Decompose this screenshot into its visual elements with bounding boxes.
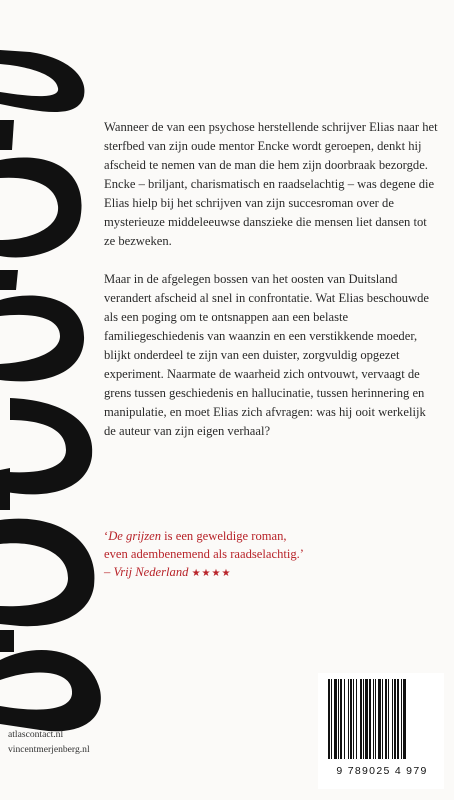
blurb-paragraph-1: Wanneer de van een psychose herstellende schrijver Elias naar het sterfbed van zijn oude mentor Encke wordt geroepen, denkt hij afscheid te nemen van de man die hem zijn doorbraak bezorgde. Encke – briljant, charismatisch en raadselachtig – was degene die Elias hielp bij het schrijven van zijn succesroman over de mysterieuze middeleeuwse danszieke die mensen liet dansen tot ze bezweken. <box>104 120 438 248</box>
quote-text-1: is een geweldige roman, <box>161 529 287 543</box>
isbn-number: 9 789025 4 979 <box>336 765 428 777</box>
quote-dash: – <box>104 565 114 579</box>
barcode-panel <box>318 673 444 789</box>
quote-source: Vrij Nederland <box>113 565 189 579</box>
quote-open-mark: ‘ <box>104 529 109 543</box>
barcode <box>326 679 438 759</box>
blurb-text <box>104 118 438 460</box>
quote-line-1 <box>104 527 438 545</box>
quote-attribution <box>104 563 438 583</box>
publisher-url[interactable]: atlascontact.nl <box>8 729 64 740</box>
quote-line-2: even adembenemend als raadselachtig.’ <box>104 547 305 561</box>
calligraphy-artwork <box>0 0 110 800</box>
blurb-paragraph-2: Maar in de afgelegen bossen van het oosten van Duitsland verandert afscheid al snel in confrontatie. Wat Elias beschouwde als een poging om te ontsnappen aan een belaste familiegeschiedenis van waanzin en een verstikkende moeder, blijkt onderdeel te zijn van een duister, zorgvuldig opgezet experiment. Naarmate de waarheid zich ontvouwt, vervaagt de grens tussen geschiedenis en hallucinatie, tussen herinnering en manipulatie, en moet Elias zich afvragen: was hij ooit werkelijk de auteur van zijn eigen verhaal? <box>104 272 430 438</box>
review-quote <box>104 527 438 583</box>
rating-stars: ★★★★ <box>191 568 232 579</box>
website-links <box>8 727 208 757</box>
quote-book-title: De grijzen <box>108 529 162 543</box>
author-url[interactable]: vincentmerjenberg.nl <box>8 744 90 755</box>
